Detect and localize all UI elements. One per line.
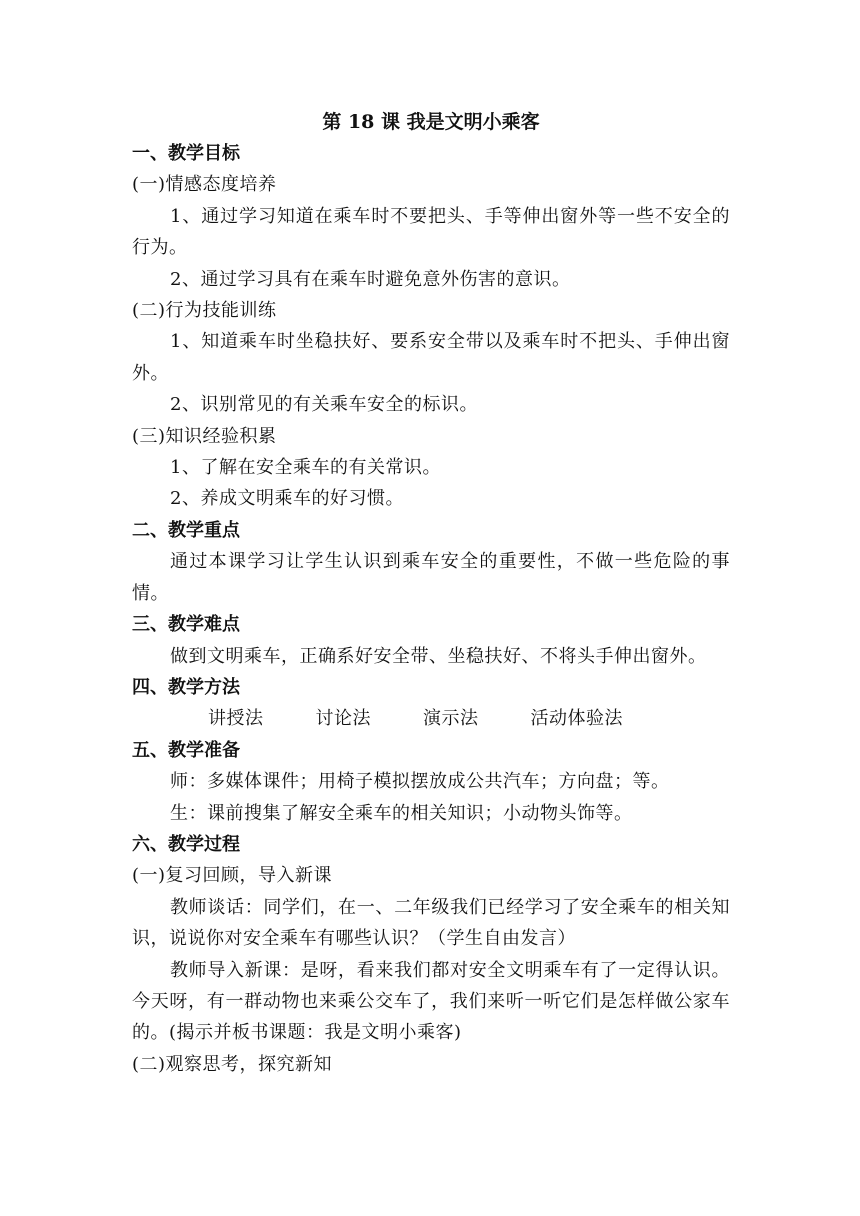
section-heading-key-points: 二、教学重点 — [132, 519, 240, 541]
methods-list — [132, 703, 730, 734]
subheading-explore: (二)观察思考，探究新知 — [132, 1053, 333, 1075]
paragraph: 教师导入新课：是呀，看来我们都对安全文明乘车有了一定得认识。今天呀，有一群动物也来乘公交车了，我们来听一听它们是怎样做公家车的。(揭示并板书课题：我是文明小乘客) — [132, 959, 730, 1044]
paragraph: 2、养成文明乘车的好习惯。 — [170, 488, 404, 510]
paragraph: 2、通过学习具有在乘车时避免意外伤害的意识。 — [170, 268, 571, 290]
lesson-title: 第 18 课 我是文明小乘客 — [322, 111, 540, 133]
subheading-knowledge: (三)知识经验积累 — [132, 425, 277, 447]
subheading-review: (一)复习回顾，导入新课 — [132, 865, 333, 887]
method-item: 讲授法 — [208, 708, 264, 730]
paragraph: 1、了解在安全乘车的有关常识。 — [170, 457, 441, 479]
method-item: 讨论法 — [315, 708, 371, 730]
section-heading-methods: 四、教学方法 — [132, 676, 240, 698]
subheading-skills: (二)行为技能训练 — [132, 300, 277, 322]
paragraph: 1、知道乘车时坐稳扶好、要系安全带以及乘车时不把头、手伸出窗外。 — [132, 331, 730, 384]
paragraph: 1、通过学习知道在乘车时不要把头、手等伸出窗外等一些不安全的行为。 — [132, 205, 730, 259]
section-heading-preparation: 五、教学准备 — [132, 739, 240, 761]
method-item: 演示法 — [423, 708, 479, 730]
document-content — [132, 106, 730, 1080]
paragraph: 生：课前搜集了解安全乘车的相关知识；小动物头饰等。 — [170, 802, 633, 824]
paragraph: 做到文明乘车，正确系好安全带、坐稳扶好、不将头手伸出窗外。 — [170, 645, 707, 667]
subheading-emotion: (一)情感态度培养 — [132, 174, 277, 196]
method-item: 活动体验法 — [530, 708, 623, 730]
paragraph: 2、识别常见的有关乘车安全的标识。 — [170, 394, 478, 416]
section-heading-difficulties: 三、教学难点 — [132, 614, 240, 636]
section-heading-process: 六、教学过程 — [132, 833, 240, 855]
section-heading-objectives: 一、教学目标 — [132, 143, 240, 164]
paragraph: 通过本课学习让学生认识到乘车安全的重要性，不做一些危险的事情。 — [132, 551, 730, 604]
paragraph: 师：多媒体课件；用椅子模拟摆放成公共汽车；方向盘；等。 — [170, 771, 670, 793]
paragraph: 教师谈话：同学们，在一、二年级我们已经学习了安全乘车的相关知识，说说你对安全乘车有哪些认识？（学生自由发言） — [132, 896, 730, 950]
